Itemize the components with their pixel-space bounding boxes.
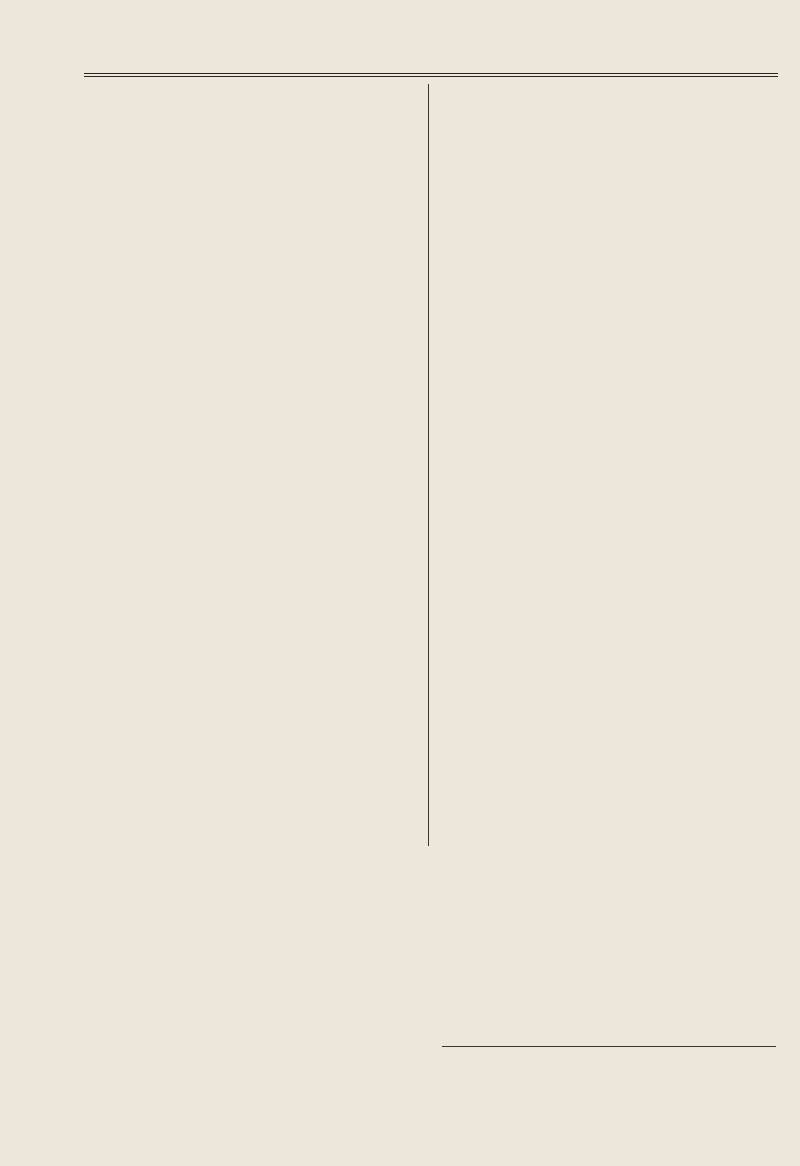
ingredient-row bbox=[84, 108, 420, 126]
aa-group bbox=[84, 195, 420, 231]
aa-group bbox=[84, 251, 420, 287]
ingredient-row bbox=[84, 90, 420, 108]
ingredient-list bbox=[84, 90, 420, 145]
left-column bbox=[84, 83, 420, 294]
aa-group bbox=[439, 90, 761, 126]
ingredient-row bbox=[439, 194, 761, 212]
ingredient-row bbox=[439, 212, 761, 230]
column-divider bbox=[428, 84, 429, 846]
ingredient-row bbox=[84, 195, 420, 213]
ingredient-row bbox=[84, 170, 420, 188]
page-header bbox=[84, 44, 760, 66]
ingredient-row bbox=[439, 151, 761, 169]
right-column bbox=[439, 83, 761, 246]
ingredient-row bbox=[84, 152, 420, 170]
ingredient-row bbox=[439, 169, 761, 187]
footnote-rule bbox=[442, 1046, 776, 1047]
ingredient-row bbox=[439, 108, 761, 126]
ingredient-row bbox=[439, 133, 761, 151]
ingredient-row bbox=[439, 90, 761, 108]
ingredient-row bbox=[84, 269, 420, 287]
ingredient-row bbox=[84, 126, 420, 144]
aa-group bbox=[84, 152, 420, 188]
header-rule bbox=[84, 73, 778, 74]
aa-group bbox=[439, 194, 761, 230]
ingredient-row bbox=[84, 213, 420, 231]
header-rule bbox=[84, 76, 778, 77]
aa-group bbox=[439, 133, 761, 187]
ingredient-row bbox=[84, 251, 420, 269]
